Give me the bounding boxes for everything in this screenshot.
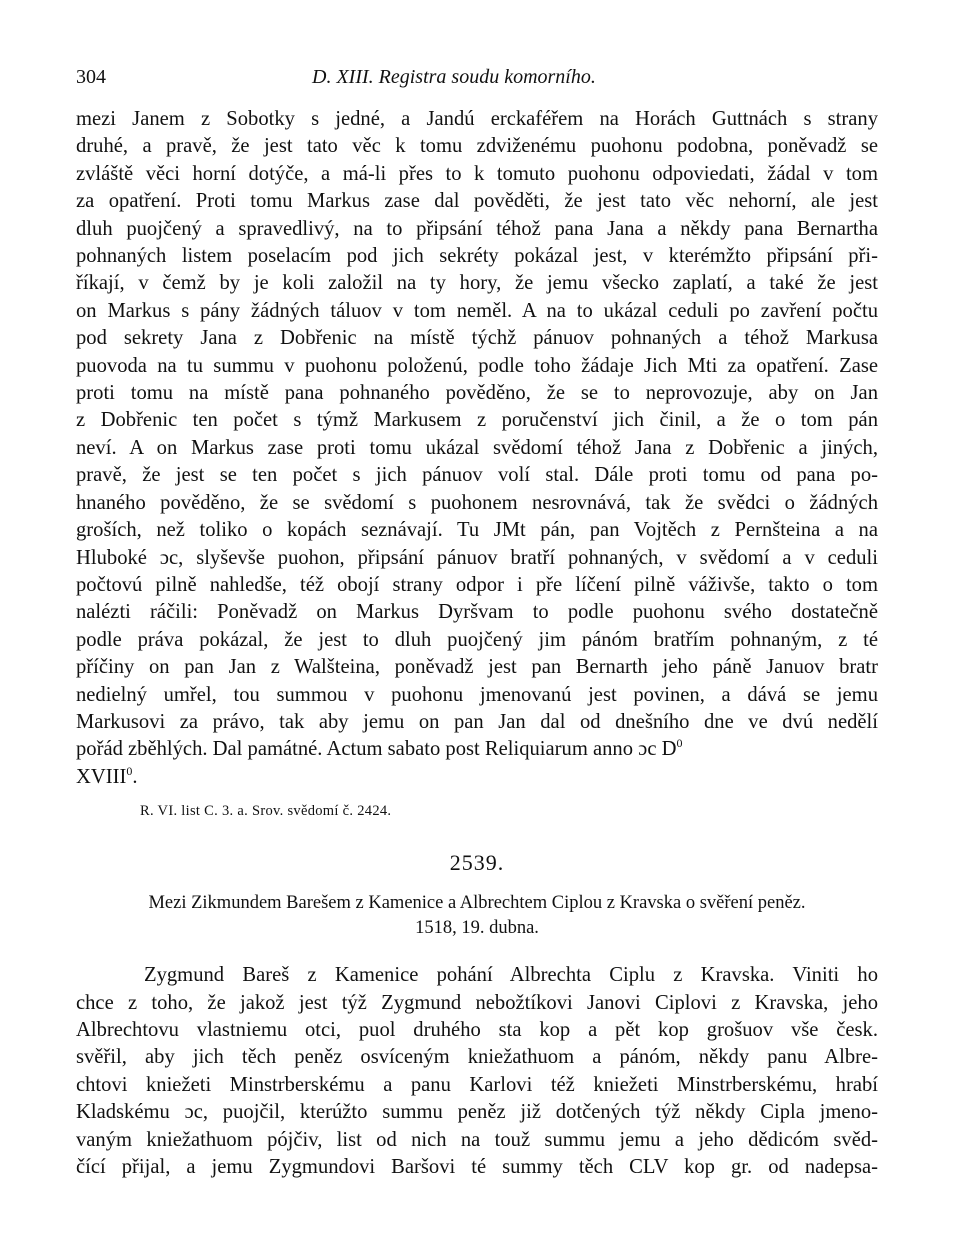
final-period: . xyxy=(132,765,138,788)
body-line: podle práva pokázal, že jest to dluh puojčený jim pánóm bratřím pohnaným, z té xyxy=(76,628,878,651)
document-date: 1518, 19. dubna. xyxy=(415,918,539,939)
roman-year: XVIII xyxy=(76,765,127,788)
body-line: hnaného pověděno, že se svědomí s puohonem nesrovnává, tak že svědci o žádných xyxy=(76,491,878,514)
source-note: R. VI. list C. 3. a. Srov. svědomí č. 2424. xyxy=(140,803,392,820)
body-line: pod sekrety Jana z Dobřenic na místě týchž pánuov pohnaných a téhož Markusa xyxy=(76,327,878,350)
page-number: 304 xyxy=(76,66,106,88)
document-title: Mezi Zikmundem Barešem z Kamenice a Albrechtem Ciplou z Kravska o svěření peněz. xyxy=(148,893,806,914)
body-line: nedielný umřel, tou summou v puohonu jmenovanú jest povinen, a dává se jemu xyxy=(76,683,878,706)
doc-line: čící přijal, a jemu Zygmundovi Baršovi té summy těch CLV kop gr. od nadepsa- xyxy=(76,1156,878,1178)
body-line: říkají, v čemž by je koli založil na ty hory, že jemu všecko zaplatí, a také že jest xyxy=(76,272,878,295)
document-number: 2539. xyxy=(449,850,505,876)
doc-line: Kladskému ɔc, puojčil, kterúžto summu peněz již dotčených týž někdy Cipla jmeno- xyxy=(76,1101,878,1124)
body-line: za opatření. Proti tomu Markus zase dal pověděti, že jest tato věc nehorní, ale jest xyxy=(76,190,878,213)
document-paragraph xyxy=(76,962,878,1181)
body-line: groších, než toliko o kopách seznávají. Tu JMt pán, pan Vojtěch z Pernšteina a na xyxy=(76,519,878,542)
body-last-line-text: pořád zběhlých. Dal památné. Actum sabato post Reliquiarum anno ɔc D xyxy=(76,738,677,761)
superscript-zero: 0 xyxy=(126,763,133,778)
body-line: pravě, že jest se ten počet s jich pánuov volí stal. Dále proti tomu od pana po- xyxy=(76,464,878,487)
body-line: počtovú pilně nahledše, též obojí strany odpor i pře líčení pilně váživše, takto o tom xyxy=(76,573,878,596)
body-line: proti tomu na místě pana pohnaného pověděno, že se to neprovozuje, aby on Jan xyxy=(76,382,878,405)
body-line: nalézti ráčili: Poněvadž on Markus Dyršvam to podle puohonu svého dostatečně xyxy=(76,601,878,624)
doc-line: Albrechtovu vlastniemu otci, puol druhého sta kop a pět kop grošuov vše česk. xyxy=(76,1018,878,1041)
running-head: D. XIII. Registra soudu komorního. xyxy=(312,66,596,88)
body-line: Markusovi za právo, tak aby jemu on pan Jan dal od dnešního dne ve dvú nedělí xyxy=(76,710,878,733)
doc-line: vaným kniežathuom pójčiv, list od nich na touž summu jemu a jeho dědicóm svěd- xyxy=(76,1128,878,1151)
doc-line: svěřil, aby jich těch peněz osvíceným kniežathuom a pánóm, někdy panu Albre- xyxy=(76,1046,878,1069)
body-line: Hluboké ɔc, slyševše puohon, připsání pánuov bratří pohnaných, v svědomí a v ceduli xyxy=(76,546,878,569)
body-line: zvláště věci horní dotýče, a má-li přes to k tomuto puohonu odpoviedati, žádal v tom xyxy=(76,162,878,185)
doc-line: chtovi kniežeti Minstrberskému a panu Karlovi též kniežeti Minstrberskému, hrabí xyxy=(76,1073,878,1096)
body-line: mezi Janem z Sobotky s jedné, a Jandú erckaféřem na Horách Guttnách s strany xyxy=(76,108,878,130)
body-line: puovoda na tu summu v puohonu položenú, podle toho žádaje Jich Mti za opatření. Zase xyxy=(76,354,878,377)
body-last-line xyxy=(76,736,878,763)
doc-line: Zygmund Bareš z Kamenice pohání Albrechta Ciplu z Kravska. Viniti ho xyxy=(144,964,878,987)
body-line: on Markus s pány žádných táluov v tom neměl. A na to ukázal ceduli po zavření počtu xyxy=(76,299,878,322)
doc-line: chce z toho, že jakož jest týž Zygmund nebožtíkovi Janovi Ciplovi z Kravska, jeho xyxy=(76,991,878,1014)
body-line: pohnaných listem poselacím pod jich sekréty pokázal jest, v kterémžto připsání při- xyxy=(76,245,878,268)
body-line: neví. A on Markus zase proti tomu ukázal svědomí téhož Jana z Dobřenic a jiných, xyxy=(76,436,878,459)
superscript-zero: 0 xyxy=(676,736,683,751)
body-line: z Dobřenic ten počet s týmž Markusem z poručenství jich činil, a že o tom pán xyxy=(76,409,878,432)
body-paragraph xyxy=(76,106,878,791)
page-header xyxy=(76,66,878,106)
body-line: druhé, a pravě, že jest tato věc k tomu zdviženému puohonu podobna, poněvadž se xyxy=(76,135,878,158)
body-line: dluh puojčený a spravedlivý, na to připsání téhož pana Jana a někdy pana Bernartha xyxy=(76,217,878,240)
body-line: příčiny on pan Jan z Walšteina, poněvadž jest pan Bernarth jeho páně Januov bratr xyxy=(76,656,878,679)
